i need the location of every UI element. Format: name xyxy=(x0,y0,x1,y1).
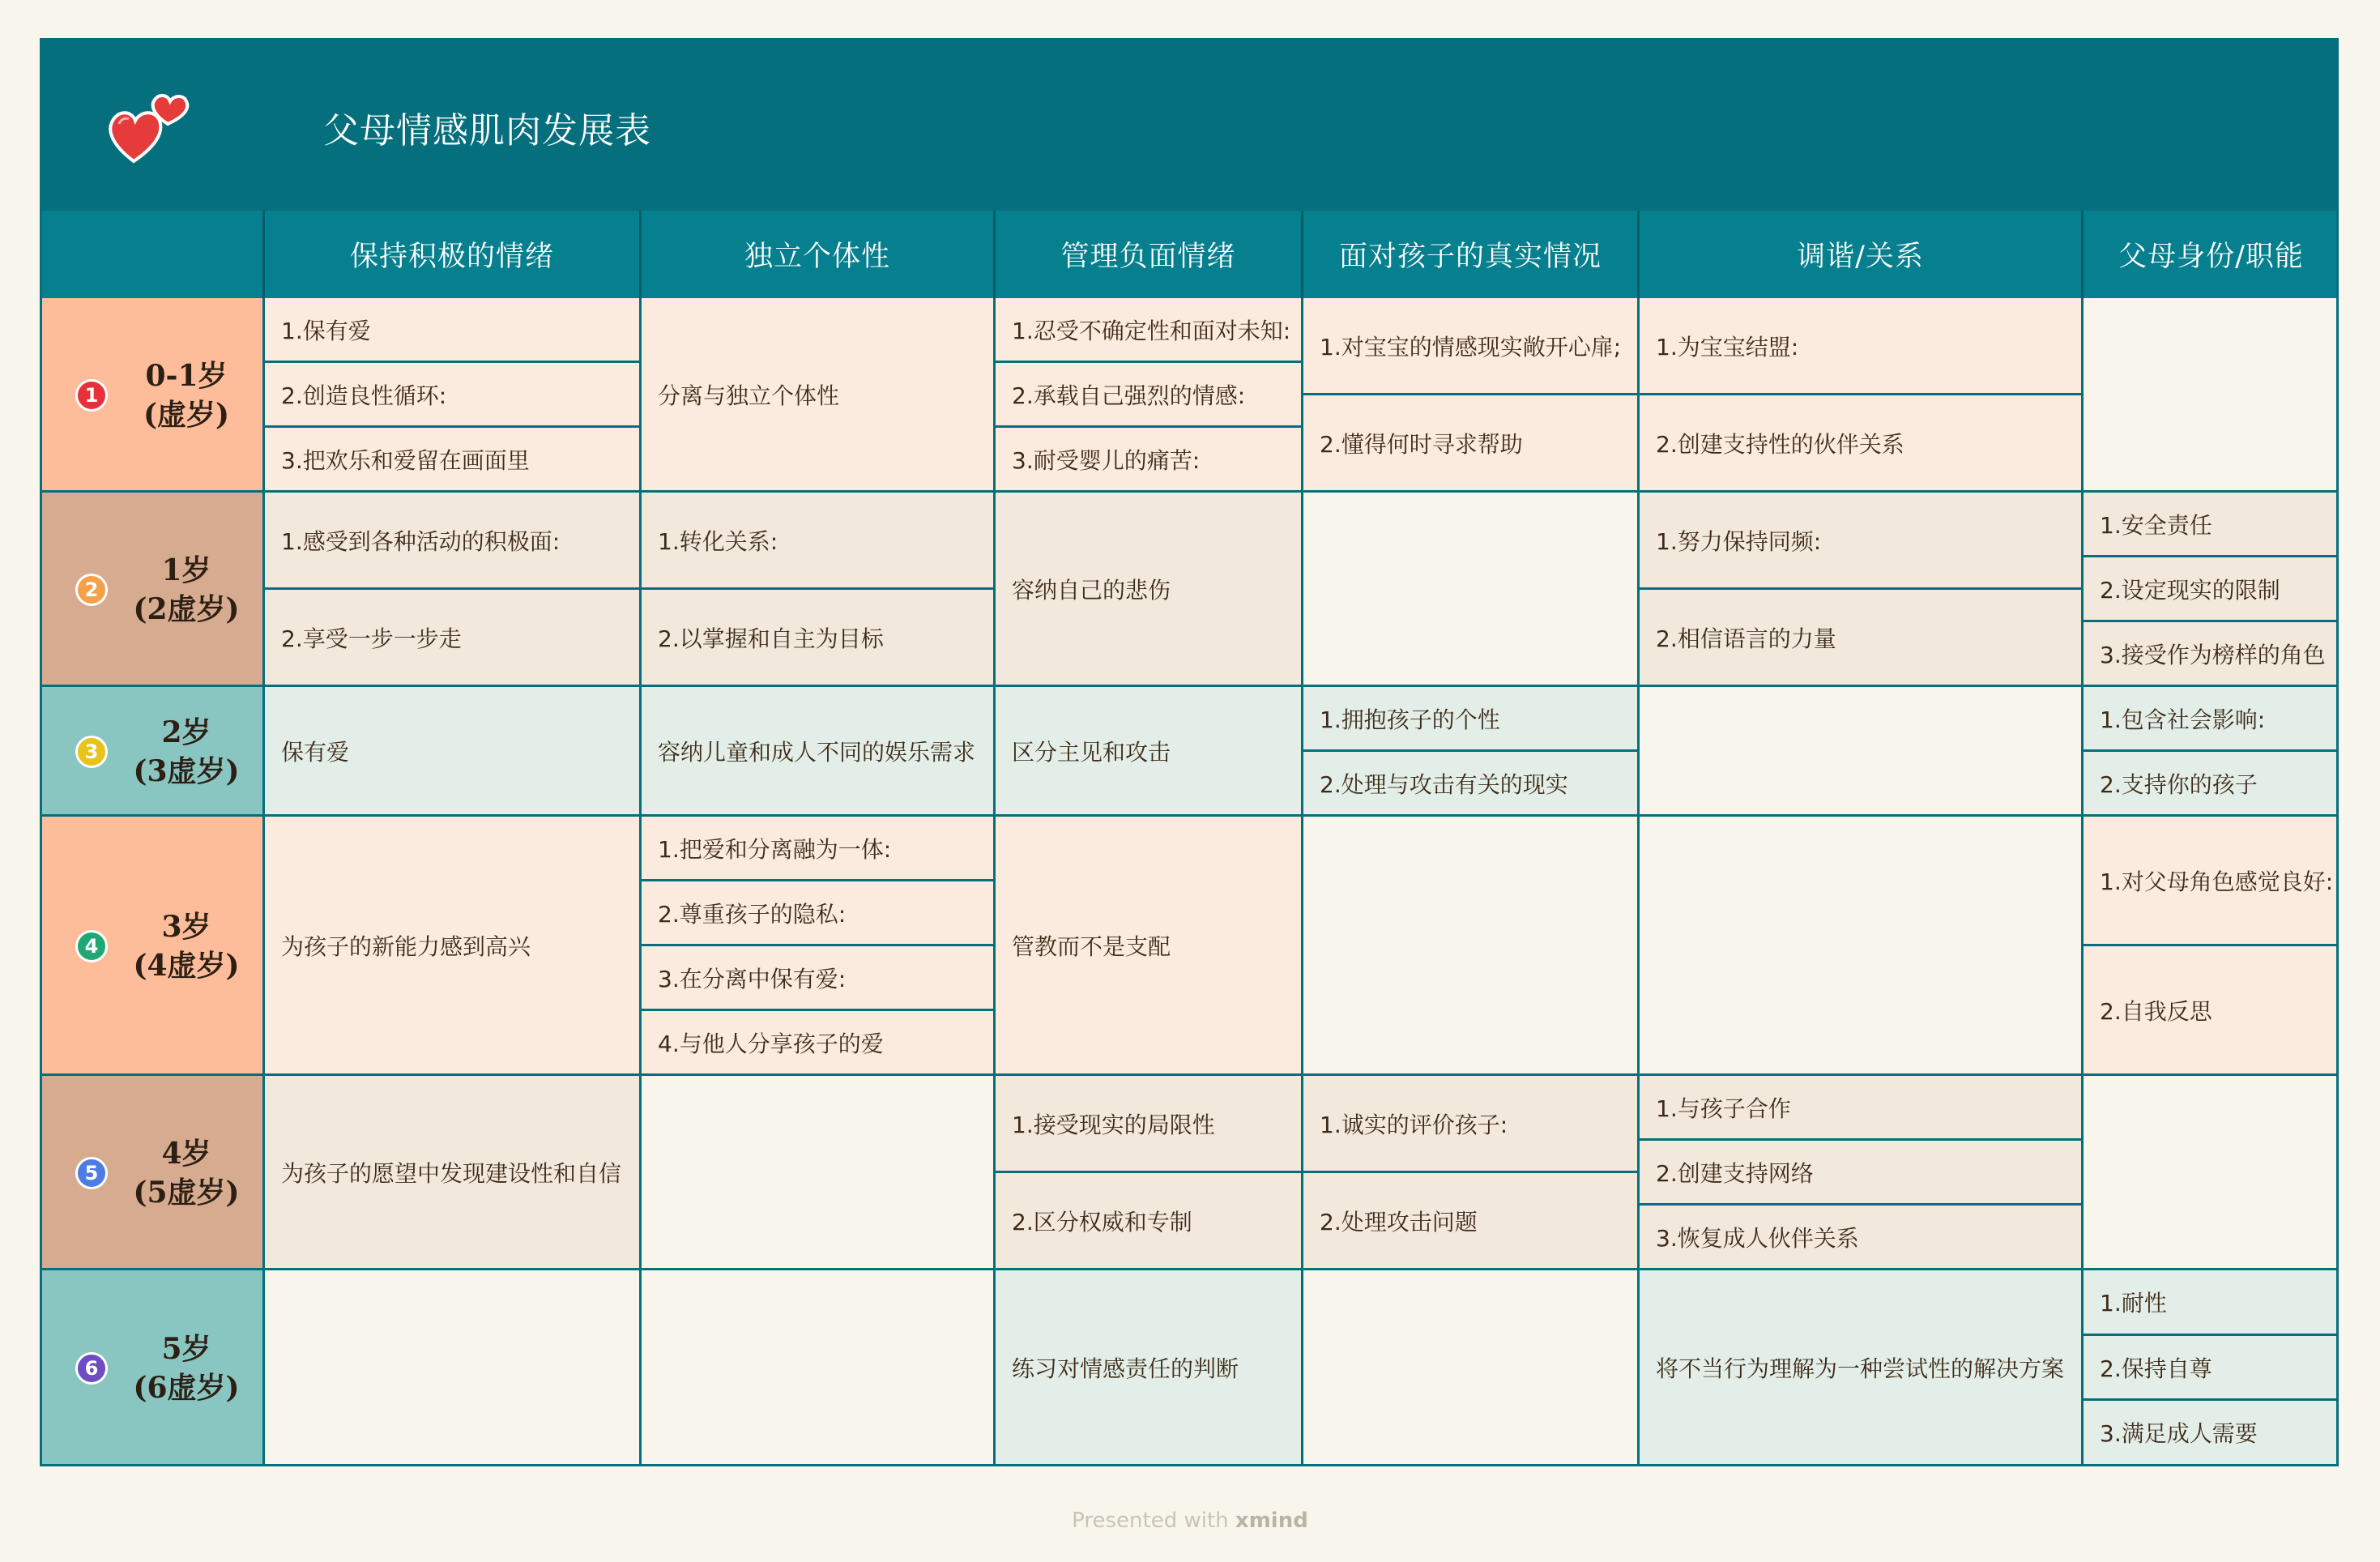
table-cell xyxy=(262,590,639,687)
table-cell xyxy=(993,298,1301,363)
column-header-child-reality: 面对孩子的真实情况 xyxy=(1301,211,1637,298)
row-age-line1: 4岁 xyxy=(161,1137,211,1171)
empty-cell xyxy=(1301,817,1637,1076)
row-number-badge: 6 xyxy=(75,1352,108,1385)
table-cell xyxy=(639,881,993,946)
cell-text: 3.满足成人需要 xyxy=(2100,1420,2258,1447)
cell-text: 将不当行为理解为一种尝试性的解决方案 xyxy=(1656,1355,2065,1382)
cell-text: 2.设定现实的限制 xyxy=(2100,576,2280,604)
table-cell xyxy=(1637,1076,2081,1141)
column-header-positive-emotions: 保持积极的情绪 xyxy=(262,211,639,298)
table-cell xyxy=(1301,1076,1637,1173)
row-age-line1: 0-1岁 xyxy=(145,359,228,393)
cell-text: 2.懂得何时寻求帮助 xyxy=(1320,430,1523,458)
table-cell xyxy=(993,817,1301,1076)
empty-cell xyxy=(2081,298,2336,493)
cell-text: 容纳儿童和成人不同的娱乐需求 xyxy=(658,738,976,766)
table-cell xyxy=(1637,493,2081,590)
empty-cell xyxy=(1301,1270,1637,1466)
row-age-label xyxy=(117,907,255,985)
row-number-badge: 1 xyxy=(75,379,108,412)
cell-text: 2.创建支持网络 xyxy=(1656,1159,1814,1187)
cell-text: 3.恢复成人伙伴关系 xyxy=(1656,1224,1859,1252)
cell-text: 管教而不是支配 xyxy=(1012,933,1171,960)
footer-prefix: Presented with xyxy=(1072,1509,1229,1533)
table-cell xyxy=(1637,590,2081,687)
table-cell xyxy=(1301,395,1637,493)
table-edge xyxy=(2336,298,2339,1466)
row-number-badge: 4 xyxy=(75,930,108,962)
cell-text: 1.为宝宝结盟: xyxy=(1656,333,1799,361)
table-cell xyxy=(1637,1270,2081,1466)
cell-text: 2.尊重孩子的隐私: xyxy=(658,900,847,928)
column-header-attunement: 调谐/关系 xyxy=(1637,211,2081,298)
cell-text: 容纳自己的悲伤 xyxy=(1012,576,1171,604)
cell-text: 2.创造良性循环: xyxy=(281,382,447,409)
empty-cell xyxy=(1301,493,1637,687)
cell-text: 2.相信语言的力量 xyxy=(1656,625,1836,652)
cell-text: 1.与孩子合作 xyxy=(1656,1095,1791,1122)
cell-text: 3.接受作为榜样的角色 xyxy=(2100,641,2326,668)
table-cell xyxy=(2081,817,2336,946)
table-cell xyxy=(262,687,639,817)
cell-text: 2.区分权威和专制 xyxy=(1012,1208,1192,1236)
cell-text: 1.努力保持同频: xyxy=(1656,527,1822,555)
empty-cell xyxy=(2081,1076,2336,1270)
row-age-line1: 2岁 xyxy=(161,715,211,749)
table-cell xyxy=(1301,298,1637,395)
row-age-line2: (4虚岁) xyxy=(133,949,240,983)
table-cell xyxy=(2081,622,2336,687)
cell-text: 2.处理与攻击有关的现实 xyxy=(1320,770,1568,798)
cell-text: 3.耐受婴儿的痛苦: xyxy=(1012,446,1201,474)
table-cell xyxy=(993,1076,1301,1173)
table-cell xyxy=(262,298,639,363)
cell-text: 1.耐性 xyxy=(2100,1290,2167,1317)
table-cell xyxy=(993,1270,1301,1466)
table-cell xyxy=(1301,1173,1637,1270)
empty-cell xyxy=(639,1270,993,1466)
table-cell xyxy=(262,493,639,590)
row-age-label xyxy=(117,1329,255,1407)
row-age-line1: 5岁 xyxy=(161,1332,211,1366)
row-age-line2: (2虚岁) xyxy=(133,592,240,626)
table-cell xyxy=(639,687,993,817)
cell-text: 2.以掌握和自主为目标 xyxy=(658,625,884,652)
column-header-negative-emotions: 管理负面情绪 xyxy=(993,211,1301,298)
row-header-6 xyxy=(40,1270,262,1466)
table-cell xyxy=(1301,752,1637,817)
cell-text: 分离与独立个体性 xyxy=(658,382,840,409)
row-age-line2: (虚岁) xyxy=(143,398,230,432)
cell-text: 2.创建支持性的伙伴关系 xyxy=(1656,430,1904,458)
development-table xyxy=(40,38,2339,1466)
row-header-1 xyxy=(40,298,262,493)
footer-watermark xyxy=(0,1509,2380,1533)
table-cell xyxy=(2081,1270,2336,1336)
row-number-badge: 5 xyxy=(75,1157,108,1189)
table-cell xyxy=(639,298,993,493)
cell-text: 1.安全责任 xyxy=(2100,511,2212,539)
column-header-individuality: 独立个体性 xyxy=(639,211,993,298)
table-cell xyxy=(2081,557,2336,622)
table-cell xyxy=(639,817,993,881)
footer-brand: xmind xyxy=(1235,1509,1308,1533)
table-cell xyxy=(1637,1206,2081,1270)
cell-text: 2.保持自尊 xyxy=(2100,1355,2212,1382)
cell-text: 区分主见和攻击 xyxy=(1012,738,1171,766)
table-cell xyxy=(1637,1141,2081,1206)
table-cell xyxy=(262,1076,639,1270)
row-age-line2: (5虚岁) xyxy=(133,1176,240,1210)
empty-cell xyxy=(639,1076,993,1270)
cell-text: 2.处理攻击问题 xyxy=(1320,1208,1478,1236)
table-cell xyxy=(262,363,639,428)
row-age-line1: 3岁 xyxy=(161,910,211,944)
row-header-5 xyxy=(40,1076,262,1270)
cell-text: 3.在分离中保有爱: xyxy=(658,965,847,992)
cell-text: 1.把爱和分离融为一体: xyxy=(658,835,892,863)
table-cell xyxy=(2081,687,2336,752)
cell-text: 2.享受一步一步走 xyxy=(281,625,462,652)
cell-text: 为孩子的愿望中发现建设性和自信 xyxy=(281,1159,622,1187)
table-cell xyxy=(639,493,993,590)
table-cell xyxy=(993,687,1301,817)
cell-text: 2.支持你的孩子 xyxy=(2100,770,2258,798)
table-cell xyxy=(993,363,1301,428)
column-header-parenthood: 父母身份/职能 xyxy=(2081,211,2339,298)
cell-text: 3.把欢乐和爱留在画面里 xyxy=(281,446,530,474)
table-cell xyxy=(639,1011,993,1076)
cell-text: 4.与他人分享孩子的爱 xyxy=(658,1030,884,1057)
row-header-4 xyxy=(40,817,262,1076)
cell-text: 2.承载自己强烈的情感: xyxy=(1012,382,1246,409)
empty-cell xyxy=(1637,817,2081,1076)
empty-cell xyxy=(1637,687,2081,817)
cell-text: 1.保有爱 xyxy=(281,317,371,344)
table-cell xyxy=(2081,493,2336,557)
table-cell xyxy=(2081,1336,2336,1401)
row-number-badge: 2 xyxy=(75,574,108,606)
cell-text: 1.接受现实的局限性 xyxy=(1012,1111,1215,1138)
table-cell xyxy=(639,946,993,1011)
row-age-line2: (6虚岁) xyxy=(133,1371,240,1405)
title-bar xyxy=(40,38,2339,211)
table-cell xyxy=(1301,687,1637,752)
empty-cell xyxy=(262,1270,639,1466)
row-age-label xyxy=(117,713,255,791)
table-cell xyxy=(262,428,639,493)
table-cell xyxy=(1637,395,2081,493)
table-cell xyxy=(262,817,639,1076)
table-cell xyxy=(993,1173,1301,1270)
page-title: 父母情感肌肉发展表 xyxy=(323,110,651,152)
table-cell xyxy=(993,493,1301,687)
table-cell xyxy=(639,590,993,687)
row-age-label xyxy=(117,356,255,434)
cell-text: 1.感受到各种活动的积极面: xyxy=(281,527,561,555)
table-cell xyxy=(2081,946,2336,1076)
row-age-line1: 1岁 xyxy=(161,553,211,587)
row-age-label xyxy=(117,1134,255,1212)
table-cell xyxy=(2081,1401,2336,1466)
row-age-label xyxy=(117,551,255,629)
table-cell xyxy=(993,428,1301,493)
row-header-3 xyxy=(40,687,262,817)
row-age-line2: (3虚岁) xyxy=(133,754,240,788)
cell-text: 练习对情感责任的判断 xyxy=(1012,1355,1239,1382)
table-cell xyxy=(1637,298,2081,395)
cell-text: 1.包含社会影响: xyxy=(2100,706,2266,733)
cell-text: 为孩子的新能力感到高兴 xyxy=(281,933,531,960)
cell-text: 1.忍受不确定性和面对未知: xyxy=(1012,317,1291,344)
cell-text: 1.转化关系: xyxy=(658,527,778,555)
row-header-2 xyxy=(40,493,262,687)
cell-text: 1.对父母角色感觉良好: xyxy=(2100,868,2334,895)
cell-text: 2.自我反思 xyxy=(2100,997,2212,1025)
cell-text: 1.诚实的评价孩子: xyxy=(1320,1111,1508,1138)
two-hearts-icon xyxy=(108,92,197,164)
cell-text: 保有爱 xyxy=(281,738,350,766)
cell-text: 1.对宝宝的情感现实敞开心扉; xyxy=(1320,333,1622,361)
table-cell xyxy=(2081,752,2336,817)
row-number-badge: 3 xyxy=(75,736,108,768)
cell-text: 1.拥抱孩子的个性 xyxy=(1320,706,1500,733)
